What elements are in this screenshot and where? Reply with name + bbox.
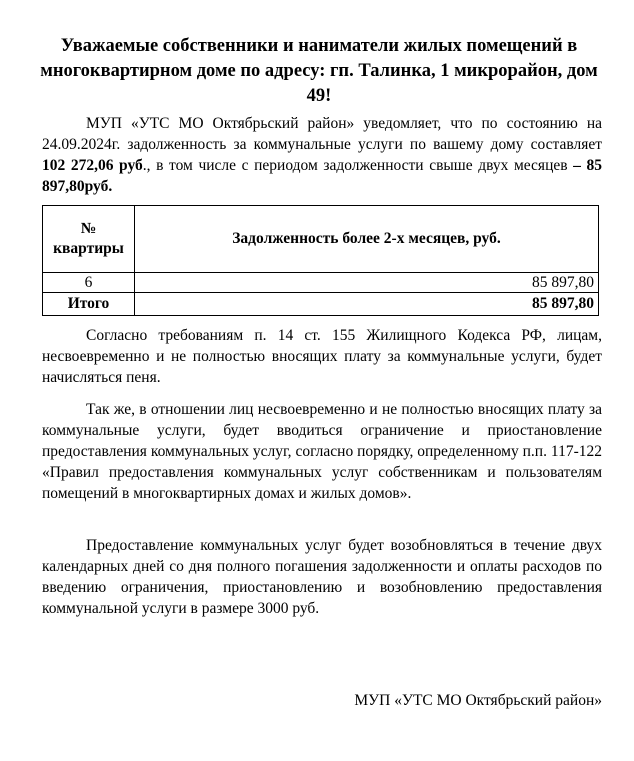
total-label: Итого: [43, 293, 135, 316]
intro-text-part1: МУП «УТС МО Октябрьский район» уведомляет, что по состоянию на 24.09.2024г. задолженность за коммунальные услуги по вашему дому составляет: [42, 115, 602, 153]
table-row: [43, 273, 599, 293]
header-debt: Задолженность более 2-х месяцев, руб.: [135, 206, 599, 273]
restoration-paragraph: Предоставление коммунальных услуг будет возобновляться в течение двух календарных дней со дня полного погашения задолженности и оплаты расходов по введению ограничения, приостановлению и возобновлению предоставления коммунальной услуги в размере 3000 руб.: [42, 537, 602, 617]
overdue-debt-amount: – 85 897,80руб.: [42, 157, 602, 195]
restriction-paragraph: Так же, в отношении лиц несвоевременно и не полностью вносящих плату за коммунальные услуги, будет вводиться ограничение и приостановление предоставления коммунальных услуг, согласно порядку, определенному п.п. 117-122 «Правил предоставления коммунальных услуг собственникам и пользователям помещений в многоквартирных домах и жилых домов».: [42, 401, 602, 502]
table-total-row: [43, 293, 599, 316]
intro-paragraph: [42, 113, 602, 197]
signature: МУП «УТС МО Октябрьский район»: [354, 692, 602, 709]
table-header-row: [43, 206, 599, 273]
penalty-paragraph: Согласно требованиям п. 14 ст. 155 Жилищного Кодекса РФ, лицам, несвоевременно и не полностью вносящих плату за коммунальные услуги, будет начисляться пеня.: [42, 327, 602, 386]
apartment-debt: 85 897,80: [135, 273, 599, 293]
total-debt-amount: 102 272,06 руб: [42, 157, 143, 174]
apartment-number: 6: [43, 273, 135, 293]
notice-title: Уважаемые собственники и наниматели жилых помещений в многоквартирном доме по адресу: гп. Талинка, 1 микрорайон, дом 49!: [40, 36, 598, 106]
total-value: 85 897,80: [135, 293, 599, 316]
intro-text-part2: ., в том числе с периодом задолженности свыше двух месяцев: [142, 157, 574, 174]
header-apartment: № квартиры: [43, 206, 135, 273]
debt-table: [42, 205, 599, 316]
